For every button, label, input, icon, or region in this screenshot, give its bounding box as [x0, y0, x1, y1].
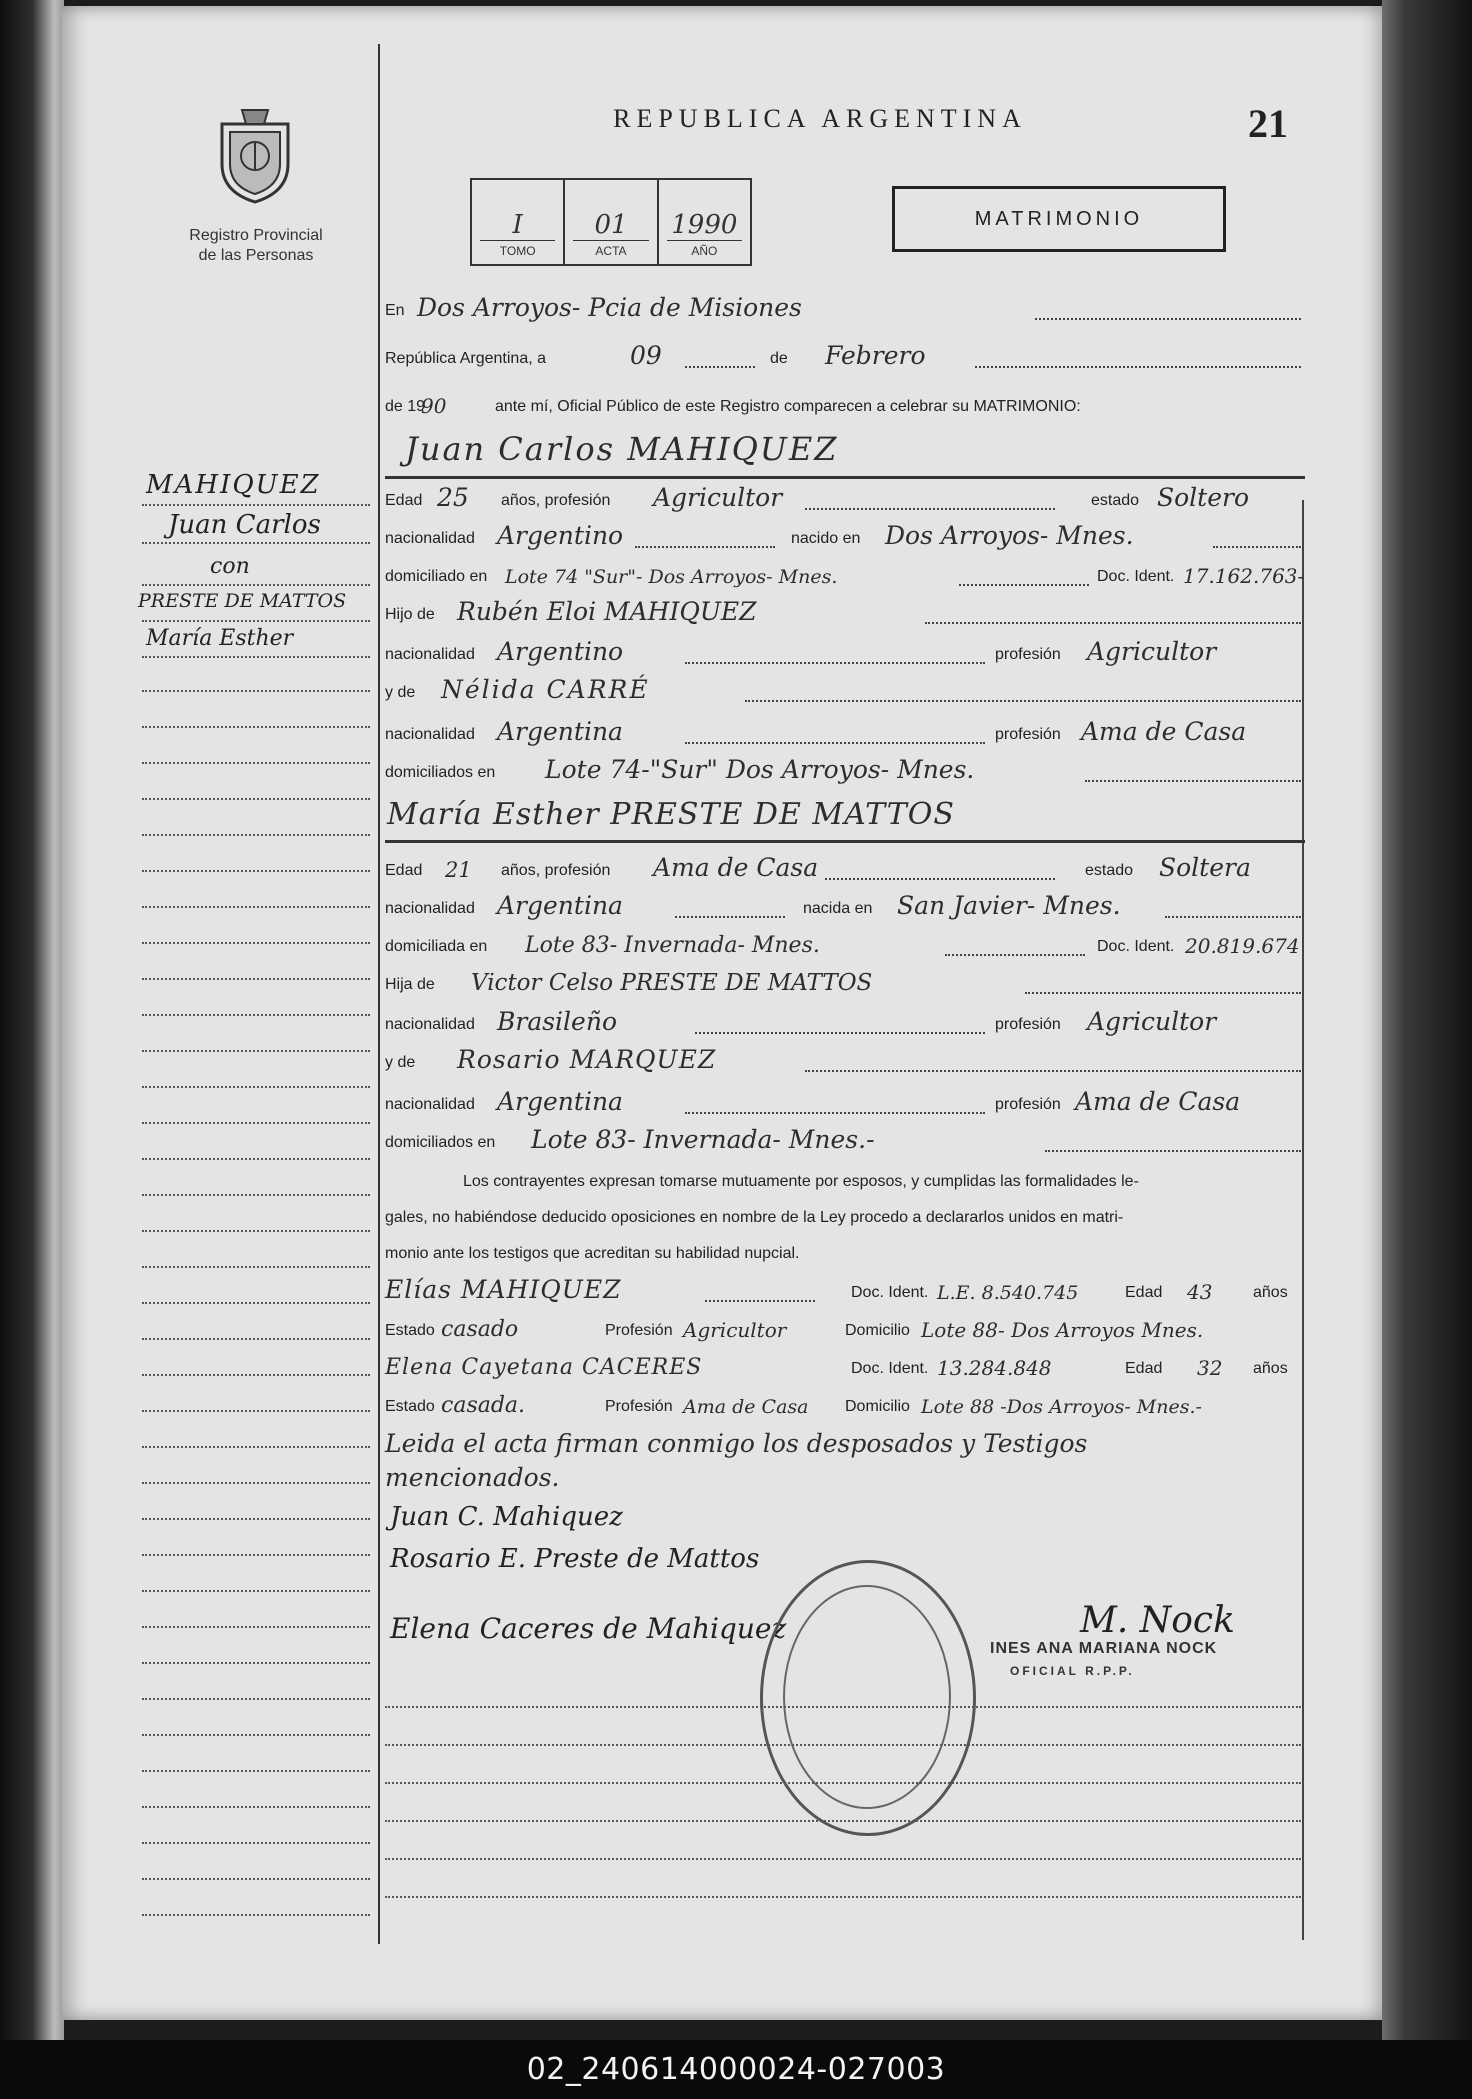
margin-given-name: Juan Carlos [168, 510, 321, 540]
bride-nacida-label: nacida en [803, 900, 873, 917]
groom-father-nac-label: nacionalidad [385, 646, 475, 663]
witness1-estado-label: Estado [385, 1322, 435, 1339]
bride-birthplace: San Javier- Mnes. [897, 891, 1121, 920]
bride-father-profession: Agricultor [1087, 1007, 1217, 1036]
groom-yde-label: y de [385, 684, 416, 701]
place-row [385, 290, 1305, 326]
groom-mother-nac-label: nacionalidad [385, 726, 475, 743]
official-signature: M. Nock [1080, 1600, 1235, 1641]
bride-mother-prof-label: profesión [995, 1096, 1061, 1113]
bride-estado-label: estado [1085, 862, 1134, 879]
witness2-domicile: Lote 88 -Dos Arroyos- Mnes.- [921, 1396, 1202, 1418]
bride-parents-domicile: Lote 83- Invernada- Mnes.- [531, 1125, 875, 1154]
witness1-name: Elías MAHIQUEZ [385, 1275, 622, 1304]
month-value: Febrero [825, 341, 926, 370]
bride-name: María Esther PRESTE DE MATTOS [387, 797, 955, 832]
declaration-line1: Los contrayentes expresan tomarse mutuamente por esposos, y cumplidas las formalidades le- [463, 1173, 1139, 1190]
witness2-detail-row [385, 1386, 1305, 1422]
record-type-box [892, 186, 1226, 252]
groom-birthplace: Dos Arroyos- Mnes. [885, 521, 1134, 550]
en-label: En [385, 302, 405, 319]
groom-doc: 17.162.763- [1183, 564, 1305, 588]
groom-father: Rubén Eloi MAHIQUEZ [457, 597, 757, 626]
groom-mother: Nélida CARRÉ [441, 675, 650, 704]
declaration-line2: gales, no habiéndose deducido oposiciones en nombre de la Ley procedo a declararlos unidos en matri- [385, 1209, 1124, 1226]
witness2-anios-label: años [1253, 1360, 1288, 1377]
groom-nacido-label: nacido en [791, 530, 861, 547]
groom-estado-label: estado [1091, 492, 1140, 509]
bride-yde-label: y de [385, 1054, 416, 1071]
groom-father-prof-label: profesión [995, 646, 1061, 663]
groom-doc-label: Doc. Ident. [1097, 568, 1175, 585]
bride-father-nac-row [385, 1004, 1305, 1040]
declaration-line3: monio ante los testigos que acreditan su habilidad nupcial. [385, 1245, 800, 1262]
bride-parents-dom-row [385, 1122, 1305, 1158]
bride-nac-row [385, 888, 1305, 924]
witness2-edad-label: Edad [1125, 1360, 1163, 1377]
bride-mother: Rosario MARQUEZ [457, 1045, 717, 1074]
groom-name: Juan Carlos MAHIQUEZ [405, 430, 839, 468]
witness2-estado-label: Estado [385, 1398, 435, 1415]
closing-row2 [385, 1460, 1305, 1496]
groom-mother-row [385, 672, 1305, 708]
margin-bride-surname: PRESTE DE MATTOS [138, 590, 347, 612]
signature-witness: Elena Caceres de Mahiquez [390, 1612, 787, 1645]
bride-anios-label: años, profesión [501, 862, 611, 879]
intro-text: ante mí, Oficial Público de este Registro comparecen a celebrar su MATRIMONIO: [495, 398, 1081, 415]
declaration-text [385, 1164, 1301, 1272]
witness1-prof-label: Profesión [605, 1322, 673, 1339]
witness1-anios-label: años [1253, 1284, 1288, 1301]
footer-id: 02_240614000024-027003 [526, 2052, 946, 2087]
registry-label-line1: Registro Provincial [189, 227, 323, 244]
date-row [385, 338, 1305, 374]
registry-seal-icon [212, 106, 298, 206]
witness1-edad-label: Edad [1125, 1284, 1163, 1301]
bride-dom-label: domiciliada en [385, 938, 488, 955]
witness1-detail-row [385, 1310, 1305, 1346]
bride-doc-label: Doc. Ident. [1097, 938, 1175, 955]
bride-doc: 20.819.674 [1185, 934, 1300, 958]
official-stamp-icon [760, 1560, 976, 1836]
bride-hija-label: Hija de [385, 976, 435, 993]
anio-cell [659, 180, 750, 264]
record-type: MATRIMONIO [974, 207, 1144, 230]
groom-doms-label: domiciliados en [385, 764, 496, 781]
groom-father-nationality: Argentino [497, 637, 624, 666]
tomo-cell [472, 180, 565, 264]
bride-doms-label: domiciliados en [385, 1134, 496, 1151]
year-prefix: de 19 [385, 398, 426, 415]
acta-cell [565, 180, 658, 264]
bride-edad-label: Edad [385, 862, 423, 879]
signature-groom: Juan C. Mahiquez [390, 1502, 623, 1532]
closing-row1 [385, 1426, 1305, 1462]
groom-father-nac-row [385, 634, 1305, 670]
witness2-name: Elena Cayetana CACERES [385, 1355, 703, 1380]
bride-father: Victor Celso PRESTE DE MATTOS [471, 970, 873, 996]
bride-nationality: Argentina [497, 891, 623, 920]
bride-rule [385, 840, 1305, 843]
bride-mother-row [385, 1042, 1305, 1078]
witness1-status: casado [441, 1317, 519, 1342]
page-number: 21 [1248, 101, 1288, 146]
groom-age: 25 [437, 483, 469, 512]
witness1-doc-label: Doc. Ident. [851, 1284, 929, 1301]
record-id-box [470, 178, 752, 266]
registry-label [150, 226, 362, 266]
groom-mother-prof-label: profesión [995, 726, 1061, 743]
bride-profession: Ama de Casa [653, 853, 819, 882]
witness2-dom-label: Domicilio [845, 1398, 910, 1415]
witness2-profession: Ama de Casa [683, 1396, 809, 1418]
witness1-profession: Agricultor [683, 1318, 787, 1342]
witness1-age: 43 [1187, 1280, 1213, 1304]
groom-mother-nationality: Argentina [497, 717, 623, 746]
groom-nac-label: nacionalidad [385, 530, 475, 547]
bride-father-prof-label: profesión [995, 1016, 1061, 1033]
official-title: OFICIAL R.P.P. [1010, 1664, 1135, 1678]
bride-father-row [385, 964, 1305, 1000]
margin-divider [378, 44, 380, 1944]
groom-anios-label: años, profesión [501, 492, 611, 509]
witness2-age: 32 [1197, 1356, 1223, 1380]
witness2-doc-label: Doc. Ident. [851, 1360, 929, 1377]
groom-nac-row [385, 518, 1305, 554]
groom-father-row [385, 594, 1305, 630]
bride-domicile: Lote 83- Invernada- Mnes. [525, 933, 820, 958]
witness1-domicile: Lote 88- Dos Arroyos Mnes. [921, 1318, 1204, 1342]
bride-father-nationality: Brasileño [497, 1007, 617, 1036]
bride-mother-nac-row [385, 1084, 1305, 1120]
groom-edad-label: Edad [385, 492, 423, 509]
groom-status: Soltero [1157, 483, 1250, 512]
groom-hijo-label: Hijo de [385, 606, 435, 623]
place-value: Dos Arroyos- Pcia de Misiones [417, 293, 802, 322]
registry-label-line2: de las Personas [198, 247, 314, 264]
groom-mother-profession: Ama de Casa [1081, 717, 1247, 746]
bride-age-row [385, 850, 1305, 886]
bride-status: Soltera [1159, 853, 1251, 882]
groom-parents-domicile: Lote 74-"Sur" Dos Arroyos- Mnes. [545, 755, 975, 784]
witness1-doc: L.E. 8.540.745 [937, 1282, 1079, 1304]
bride-nac-label: nacionalidad [385, 900, 475, 917]
closing-line1: Leida el acta firman conmigo los desposados y Testigos [385, 1429, 1088, 1458]
acta-label: ACTA [595, 244, 627, 258]
witness1-row [385, 1272, 1305, 1308]
bride-mother-nationality: Argentina [497, 1087, 623, 1116]
year-suffix: 90 [421, 394, 447, 418]
groom-age-row [385, 480, 1305, 516]
page-title: REPUBLICA ARGENTINA [613, 104, 1027, 133]
margin-con: con [210, 554, 250, 579]
bride-mother-profession: Ama de Casa [1075, 1087, 1241, 1116]
witness2-status: casada. [441, 1393, 526, 1418]
book-binding [0, 0, 64, 2040]
anio-value: 1990 [671, 210, 738, 240]
groom-dom-label: domiciliado en [385, 568, 488, 585]
groom-profession: Agricultor [653, 483, 783, 512]
groom-rule [385, 476, 1305, 479]
bride-mother-nac-label: nacionalidad [385, 1096, 475, 1113]
closing-line2: mencionados. [385, 1463, 560, 1492]
day-value: 09 [630, 341, 662, 370]
groom-nationality: Argentino [497, 521, 624, 550]
signature-bride: Rosario E. Preste de Mattos [390, 1544, 760, 1574]
witness2-doc: 13.284.848 [937, 1356, 1052, 1380]
margin-surname: MAHIQUEZ [146, 470, 321, 500]
groom-father-profession: Agricultor [1087, 637, 1217, 666]
anio-label: AÑO [691, 244, 718, 258]
bride-age: 21 [445, 858, 472, 882]
groom-dom-row [385, 556, 1305, 592]
tomo-value: I [512, 210, 523, 240]
witness2-prof-label: Profesión [605, 1398, 673, 1415]
groom-parents-dom-row [385, 752, 1305, 788]
footer-bar [0, 2040, 1472, 2099]
margin-bride-given-name: María Esther [146, 626, 294, 651]
republica-label: República Argentina, a [385, 350, 546, 367]
bride-name-row [385, 792, 1305, 836]
groom-name-row [385, 428, 1305, 472]
witness2-row [385, 1348, 1305, 1384]
witness1-dom-label: Domicilio [845, 1322, 910, 1339]
book-edge [1382, 0, 1472, 2040]
tomo-label: TOMO [499, 244, 536, 258]
de-label: de [770, 350, 788, 367]
acta-value: 01 [594, 210, 628, 240]
official-name: INES ANA MARIANA NOCK [990, 1640, 1218, 1657]
groom-domicile: Lote 74 "Sur"- Dos Arroyos- Mnes. [505, 566, 838, 588]
groom-mother-nac-row [385, 714, 1305, 750]
bride-dom-row [385, 926, 1305, 962]
bride-father-nac-label: nacionalidad [385, 1016, 475, 1033]
year-row [385, 386, 1305, 422]
